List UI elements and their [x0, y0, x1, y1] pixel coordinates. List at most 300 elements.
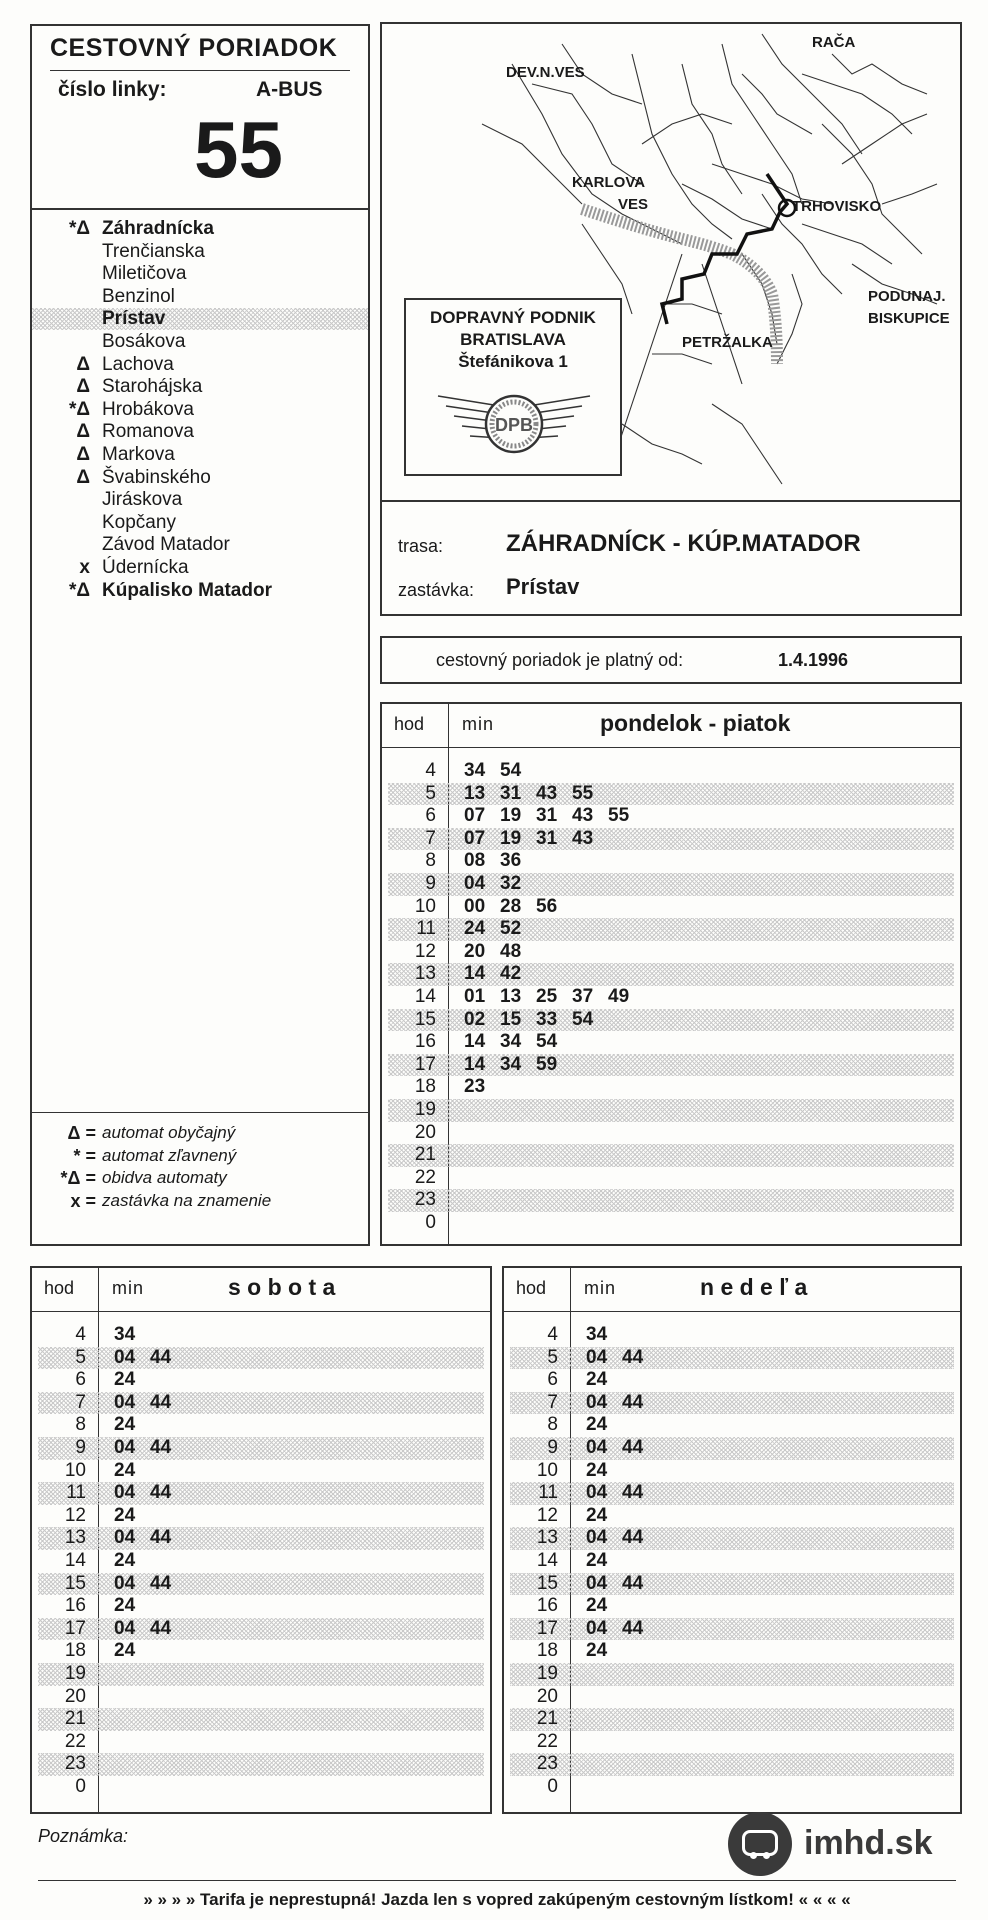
- timetable-row: [38, 1324, 484, 1347]
- legend-mark: *Δ =: [60, 1168, 96, 1188]
- timetable-row: [38, 1731, 484, 1754]
- departure-minute: 44: [150, 1527, 172, 1549]
- hour-cell: 5: [425, 782, 436, 804]
- departure-minute: 44: [150, 1572, 172, 1594]
- map-label-ves: VES: [618, 196, 649, 213]
- legend: [42, 1122, 362, 1232]
- minute-column-label: min: [584, 1278, 617, 1298]
- legend-row: [42, 1167, 362, 1189]
- timetable-row: [38, 1595, 484, 1618]
- timetable-row: [510, 1595, 954, 1618]
- departure-minute: 23: [464, 1076, 486, 1098]
- departure-minute: 24: [586, 1369, 608, 1391]
- departure-minute: 19: [500, 805, 522, 827]
- stop-ticket-mark: x: [79, 557, 90, 578]
- stop-ticket-mark: Δ: [76, 353, 90, 375]
- minutes-cell: [586, 1324, 622, 1347]
- departure-minute: 14: [464, 1031, 486, 1053]
- stop-row: [32, 376, 368, 398]
- saturday-title: s o b o t a: [228, 1274, 336, 1300]
- minutes-cell: [586, 1573, 658, 1596]
- vehicle-type: A-BUS: [256, 78, 323, 101]
- departure-minute: 19: [500, 827, 522, 849]
- legend-text: obidva automaty: [102, 1168, 227, 1187]
- stop-ticket-mark: *Δ: [68, 579, 90, 601]
- minutes-cell: [464, 986, 644, 1009]
- map-label-trhovisko: TRHOVISKO: [792, 198, 882, 215]
- timetable-row: [510, 1640, 954, 1663]
- minutes-cell: [114, 1573, 186, 1596]
- hour-cell: 13: [414, 963, 436, 985]
- departure-minute: 34: [500, 1053, 522, 1075]
- legend-mark: x =: [70, 1190, 96, 1211]
- departure-minute: 08: [464, 850, 486, 872]
- stop-name: Kúpalisko Matador: [102, 579, 272, 601]
- departure-minute: 04: [114, 1346, 136, 1368]
- timetable-row: [510, 1527, 954, 1550]
- departure-minute: 07: [464, 827, 486, 849]
- departure-minute: 36: [500, 850, 522, 872]
- stop-row: [32, 218, 368, 240]
- stop-name: Závod Matador: [102, 534, 230, 556]
- timetable-row: [38, 1776, 484, 1799]
- departure-minute: 20: [464, 940, 486, 962]
- departure-minute: 07: [464, 805, 486, 827]
- hour-cell: 21: [536, 1708, 558, 1730]
- minutes-cell: [586, 1437, 658, 1460]
- stop-row: [32, 399, 368, 421]
- hour-cell: 12: [64, 1504, 86, 1526]
- company-name-line1: DOPRAVNÝ PODNIK: [430, 308, 596, 327]
- stop-ticket-mark: Δ: [76, 466, 90, 488]
- timetable-row: [38, 1414, 484, 1437]
- stop-name: Záhradnícka: [102, 218, 214, 239]
- departure-minute: 44: [150, 1482, 172, 1504]
- stop-name: Hrobákova: [102, 398, 194, 420]
- stop-row: [32, 512, 368, 534]
- legend-row: [42, 1122, 362, 1144]
- route-box: [380, 500, 962, 616]
- departure-minute: 52: [500, 918, 522, 940]
- departure-minute: 32: [500, 873, 522, 894]
- hour-cell: 21: [414, 1144, 436, 1166]
- validity-box: [380, 636, 962, 684]
- timetable-row: [38, 1618, 484, 1641]
- departure-minute: 44: [622, 1617, 644, 1639]
- departure-minute: 34: [500, 1031, 522, 1053]
- hour-cell: 17: [414, 1053, 436, 1075]
- stop-row: [32, 241, 368, 263]
- departure-minute: 04: [586, 1617, 608, 1639]
- stop-name: Miletičova: [102, 263, 187, 285]
- timetable-row: [38, 1550, 484, 1573]
- timetable-row: [510, 1369, 954, 1392]
- stop-row: [32, 421, 368, 443]
- note-label: Poznámka:: [38, 1826, 129, 1846]
- departure-minute: 04: [586, 1346, 608, 1368]
- hour-cell: 22: [64, 1730, 86, 1752]
- minutes-cell: [114, 1482, 186, 1505]
- hour-cell: 18: [536, 1640, 558, 1662]
- departure-minute: 43: [572, 805, 594, 827]
- departure-minute: 44: [622, 1437, 644, 1458]
- departure-minute: 04: [586, 1437, 608, 1458]
- timetable-row: [38, 1437, 484, 1460]
- map-label-karlova: KARLOVA: [572, 174, 646, 191]
- sunday-timetable: [502, 1266, 962, 1814]
- sunday-title: n e d e ľ a: [700, 1274, 808, 1300]
- minutes-cell: [586, 1460, 622, 1483]
- minutes-cell: [114, 1460, 150, 1483]
- minutes-cell: [586, 1595, 622, 1618]
- stop-name: Markova: [102, 444, 175, 465]
- hour-cell: 6: [547, 1369, 558, 1391]
- hour-cell: 23: [536, 1753, 558, 1775]
- minutes-cell: [464, 918, 536, 941]
- departure-minute: 44: [150, 1437, 172, 1458]
- hour-cell: 18: [414, 1076, 436, 1098]
- timetable-row: [388, 1122, 954, 1145]
- timetable-row: [510, 1753, 954, 1776]
- timetable-row: [38, 1347, 484, 1370]
- stop-name: Prístav: [102, 308, 166, 330]
- stop-ticket-mark: Δ: [76, 444, 90, 465]
- stop-label: zastávka:: [398, 580, 475, 600]
- weekday-timetable: [380, 702, 962, 1246]
- departure-minute: 24: [586, 1550, 608, 1571]
- hour-cell: 11: [66, 1482, 86, 1504]
- departure-minute: 25: [536, 986, 558, 1007]
- minutes-cell: [114, 1392, 186, 1415]
- departure-minute: 04: [586, 1391, 608, 1413]
- hour-cell: 14: [414, 986, 436, 1007]
- hour-cell: 9: [547, 1437, 558, 1458]
- departure-minute: 59: [536, 1053, 558, 1075]
- imhd-pin-icon: [728, 1812, 792, 1876]
- minutes-cell: [464, 1076, 500, 1099]
- hour-cell: 10: [414, 895, 436, 917]
- validity-date: 1.4.1996: [778, 650, 849, 670]
- departure-minute: 24: [114, 1595, 136, 1617]
- company-box: [404, 298, 622, 476]
- header-box: [30, 24, 370, 210]
- minutes-cell: [114, 1414, 150, 1437]
- hour-cell: 16: [64, 1595, 86, 1617]
- departure-minute: 24: [586, 1595, 608, 1617]
- departure-minute: 37: [572, 986, 594, 1007]
- hour-cell: 14: [536, 1550, 558, 1571]
- hour-cell: 9: [75, 1437, 86, 1458]
- departure-minute: 56: [536, 895, 558, 917]
- hour-cell: 19: [64, 1663, 86, 1684]
- stops-list: [32, 218, 368, 618]
- hour-cell: 8: [547, 1414, 558, 1436]
- departure-minute: 14: [464, 1053, 486, 1075]
- minutes-cell: [586, 1505, 622, 1528]
- legend-row: [42, 1190, 362, 1212]
- minutes-cell: [114, 1618, 186, 1641]
- stop-name: Bosákova: [102, 331, 186, 352]
- saturday-timetable: [30, 1266, 492, 1814]
- hour-cell: 15: [414, 1008, 436, 1030]
- timetable-row: [510, 1505, 954, 1528]
- timetable-row: [510, 1437, 954, 1460]
- stop-row: [32, 580, 368, 602]
- timetable-row: [38, 1753, 484, 1776]
- departure-minute: 04: [114, 1617, 136, 1639]
- timetable-row: [388, 760, 954, 783]
- stop-value: Prístav: [506, 574, 580, 599]
- timetable-row: [388, 1054, 954, 1077]
- hour-cell: 19: [536, 1663, 558, 1684]
- minute-column-label: min: [462, 714, 495, 734]
- timetable-row: [38, 1482, 484, 1505]
- legend-mark: Δ =: [67, 1123, 96, 1143]
- hour-cell: 7: [75, 1391, 86, 1413]
- stop-row: [32, 354, 368, 376]
- timetable-row: [510, 1460, 954, 1483]
- departure-minute: 24: [114, 1640, 136, 1662]
- departure-minute: 43: [536, 782, 558, 804]
- timetable-row: [510, 1663, 954, 1686]
- hour-cell: 8: [75, 1414, 86, 1436]
- departure-minute: 55: [572, 782, 594, 804]
- hour-cell: 8: [425, 850, 436, 872]
- departure-minute: 48: [500, 940, 522, 962]
- departure-minute: 00: [464, 895, 486, 917]
- footer-divider: [38, 1880, 956, 1881]
- minutes-cell: [114, 1505, 150, 1528]
- hour-cell: 0: [425, 1212, 436, 1233]
- minutes-cell: [114, 1640, 150, 1663]
- departure-minute: 31: [500, 782, 522, 804]
- map-box: [380, 22, 962, 502]
- imhd-logo-text: imhd.sk: [804, 1824, 933, 1862]
- minutes-cell: [464, 963, 536, 986]
- departure-minute: 31: [536, 805, 558, 827]
- timetable-row: [510, 1686, 954, 1709]
- legend-mark: * =: [73, 1145, 96, 1166]
- legend-text: automat zľavnený: [102, 1145, 237, 1165]
- stop-name: Údernícka: [102, 557, 189, 578]
- dpb-logo: [434, 384, 594, 468]
- stop-ticket-mark: *Δ: [68, 218, 90, 239]
- minute-column-label: min: [112, 1278, 145, 1298]
- timetable-row: [510, 1550, 954, 1573]
- footer-notice: » » » » Tarifa je neprestupná! Jazda len s vopred zakúpeným cestovným lístkom! « « « «: [143, 1890, 851, 1909]
- departure-minute: 54: [536, 1031, 558, 1053]
- stop-row: [32, 331, 368, 353]
- minutes-cell: [114, 1595, 150, 1618]
- departure-minute: 24: [114, 1369, 136, 1391]
- hour-column-label: hod: [44, 1278, 75, 1298]
- departure-minute: 28: [500, 895, 522, 917]
- timetable-row: [510, 1618, 954, 1641]
- hour-cell: 22: [536, 1730, 558, 1752]
- departure-minute: 13: [464, 782, 486, 804]
- hour-cell: 16: [536, 1595, 558, 1617]
- departure-minute: 24: [586, 1504, 608, 1526]
- departure-minute: 33: [536, 1008, 558, 1030]
- minutes-cell: [464, 896, 572, 919]
- departure-minute: 04: [586, 1572, 608, 1594]
- stop-row: [32, 286, 368, 308]
- minutes-cell: [586, 1618, 658, 1641]
- departure-minute: 04: [114, 1482, 136, 1504]
- minutes-cell: [464, 783, 608, 806]
- departure-minute: 04: [586, 1482, 608, 1504]
- timetable-row: [38, 1460, 484, 1483]
- hour-cell: 5: [75, 1346, 86, 1368]
- timetable-row: [38, 1369, 484, 1392]
- minutes-cell: [464, 850, 536, 873]
- stop-name: Jiráskova: [102, 489, 183, 511]
- validity-label: cestovný poriadok je platný od:: [436, 650, 684, 670]
- stop-row: [32, 444, 368, 466]
- company-address: Štefánikova 1: [458, 352, 568, 371]
- departure-minute: 04: [464, 873, 486, 894]
- minutes-cell: [464, 873, 536, 896]
- stop-name: Kopčany: [102, 511, 176, 533]
- hour-cell: 9: [425, 873, 436, 894]
- stop-name: Benzinol: [102, 285, 175, 307]
- timetable-row: [38, 1708, 484, 1731]
- minutes-cell: [586, 1550, 622, 1573]
- hour-cell: 12: [536, 1504, 558, 1526]
- hour-cell: 11: [416, 918, 436, 940]
- hour-cell: 0: [547, 1776, 558, 1797]
- stops-box: [30, 208, 370, 1246]
- departure-minute: 15: [500, 1008, 522, 1030]
- departure-minute: 34: [464, 760, 486, 781]
- hour-cell: 7: [425, 827, 436, 849]
- timetable-row: [388, 1167, 954, 1190]
- departure-minute: 01: [464, 986, 486, 1007]
- timetable-row: [388, 896, 954, 919]
- map-label-dev-n-ves: DEV.N.VES: [506, 64, 585, 81]
- hour-cell: 15: [536, 1572, 558, 1594]
- timetable-row: [388, 805, 954, 828]
- minutes-cell: [464, 1031, 572, 1054]
- legend-text: automat obyčajný: [102, 1123, 236, 1142]
- timetable-row: [388, 941, 954, 964]
- departure-minute: 54: [572, 1008, 594, 1030]
- title-divider: [50, 70, 350, 71]
- departure-minute: 13: [500, 986, 522, 1007]
- timetable-row: [38, 1505, 484, 1528]
- stop-row: [32, 489, 368, 511]
- map-label-biskupice: BISKUPICE: [868, 310, 950, 327]
- departure-minute: 02: [464, 1008, 486, 1030]
- timetable-row: [510, 1731, 954, 1754]
- departure-minute: 43: [572, 827, 594, 849]
- timetable-title: CESTOVNÝ PORIADOK: [50, 34, 338, 62]
- timetable-row: [38, 1640, 484, 1663]
- minutes-cell: [114, 1369, 150, 1392]
- departure-minute: 54: [500, 760, 522, 781]
- departure-minute: 24: [586, 1414, 608, 1436]
- minutes-cell: [114, 1324, 150, 1347]
- stop-name: Romanova: [102, 421, 194, 443]
- hour-cell: 6: [425, 805, 436, 827]
- minutes-cell: [114, 1550, 150, 1573]
- weekday-title: pondelok - piatok: [600, 710, 791, 736]
- stop-row: [32, 263, 368, 285]
- timetable-row: [510, 1392, 954, 1415]
- minutes-cell: [464, 1009, 608, 1032]
- departure-minute: 04: [114, 1391, 136, 1413]
- timetable-row: [388, 1144, 954, 1167]
- hour-cell: 23: [64, 1753, 86, 1775]
- departure-minute: 31: [536, 827, 558, 849]
- timetable-row: [388, 1031, 954, 1054]
- timetable-row: [388, 873, 954, 896]
- hour-cell: 7: [547, 1391, 558, 1413]
- timetable-row: [388, 1076, 954, 1099]
- timetable-row: [38, 1663, 484, 1686]
- timetable-row: [388, 986, 954, 1009]
- hour-cell: 13: [64, 1527, 86, 1549]
- timetable-row: [38, 1392, 484, 1415]
- legend-row: [42, 1145, 362, 1167]
- hour-cell: 22: [414, 1166, 436, 1188]
- map-label-petrzalka: PETRŽALKA: [682, 334, 773, 351]
- hour-cell: 14: [64, 1550, 86, 1571]
- hour-cell: 6: [75, 1369, 86, 1391]
- hour-column-label: hod: [516, 1278, 547, 1298]
- hour-cell: 11: [538, 1482, 558, 1504]
- timetable-row: [510, 1324, 954, 1347]
- departure-minute: 14: [464, 963, 486, 985]
- stop-row: [32, 557, 368, 579]
- hour-cell: 13: [536, 1527, 558, 1549]
- timetable-row: [388, 1189, 954, 1212]
- minutes-cell: [114, 1527, 186, 1550]
- timetable-row: [510, 1708, 954, 1731]
- timetable-row: [510, 1414, 954, 1437]
- departure-minute: 24: [464, 918, 486, 940]
- hour-cell: 15: [64, 1572, 86, 1594]
- timetable-row: [388, 1009, 954, 1032]
- stop-ticket-mark: Δ: [76, 421, 90, 443]
- departure-minute: 44: [150, 1391, 172, 1413]
- hour-cell: 20: [64, 1685, 86, 1707]
- timetable-row: [388, 828, 954, 851]
- minutes-cell: [114, 1347, 186, 1370]
- hour-cell: 10: [536, 1459, 558, 1481]
- timetable-row: [38, 1686, 484, 1709]
- minutes-cell: [114, 1437, 186, 1460]
- stop-name: Starohájska: [102, 376, 203, 398]
- timetable-row: [388, 1099, 954, 1122]
- company-name-line2: BRATISLAVA: [460, 330, 566, 349]
- stop-ticket-mark: Δ: [76, 376, 90, 398]
- hour-cell: 17: [64, 1617, 86, 1639]
- timetable-row: [388, 783, 954, 806]
- line-number: 55: [194, 105, 283, 194]
- hour-cell: 4: [75, 1324, 86, 1345]
- minutes-cell: [586, 1527, 658, 1550]
- stop-name: Lachova: [102, 353, 174, 375]
- stop-row: [32, 467, 368, 489]
- timetable-row: [388, 850, 954, 873]
- departure-minute: 44: [622, 1391, 644, 1413]
- line-number-label: číslo linky:: [58, 78, 167, 101]
- departure-minute: 24: [114, 1550, 136, 1571]
- trasa-value: ZÁHRADNÍCK - KÚP.MATADOR: [506, 530, 861, 557]
- imhd-logo: [728, 1812, 960, 1876]
- minutes-cell: [586, 1414, 622, 1437]
